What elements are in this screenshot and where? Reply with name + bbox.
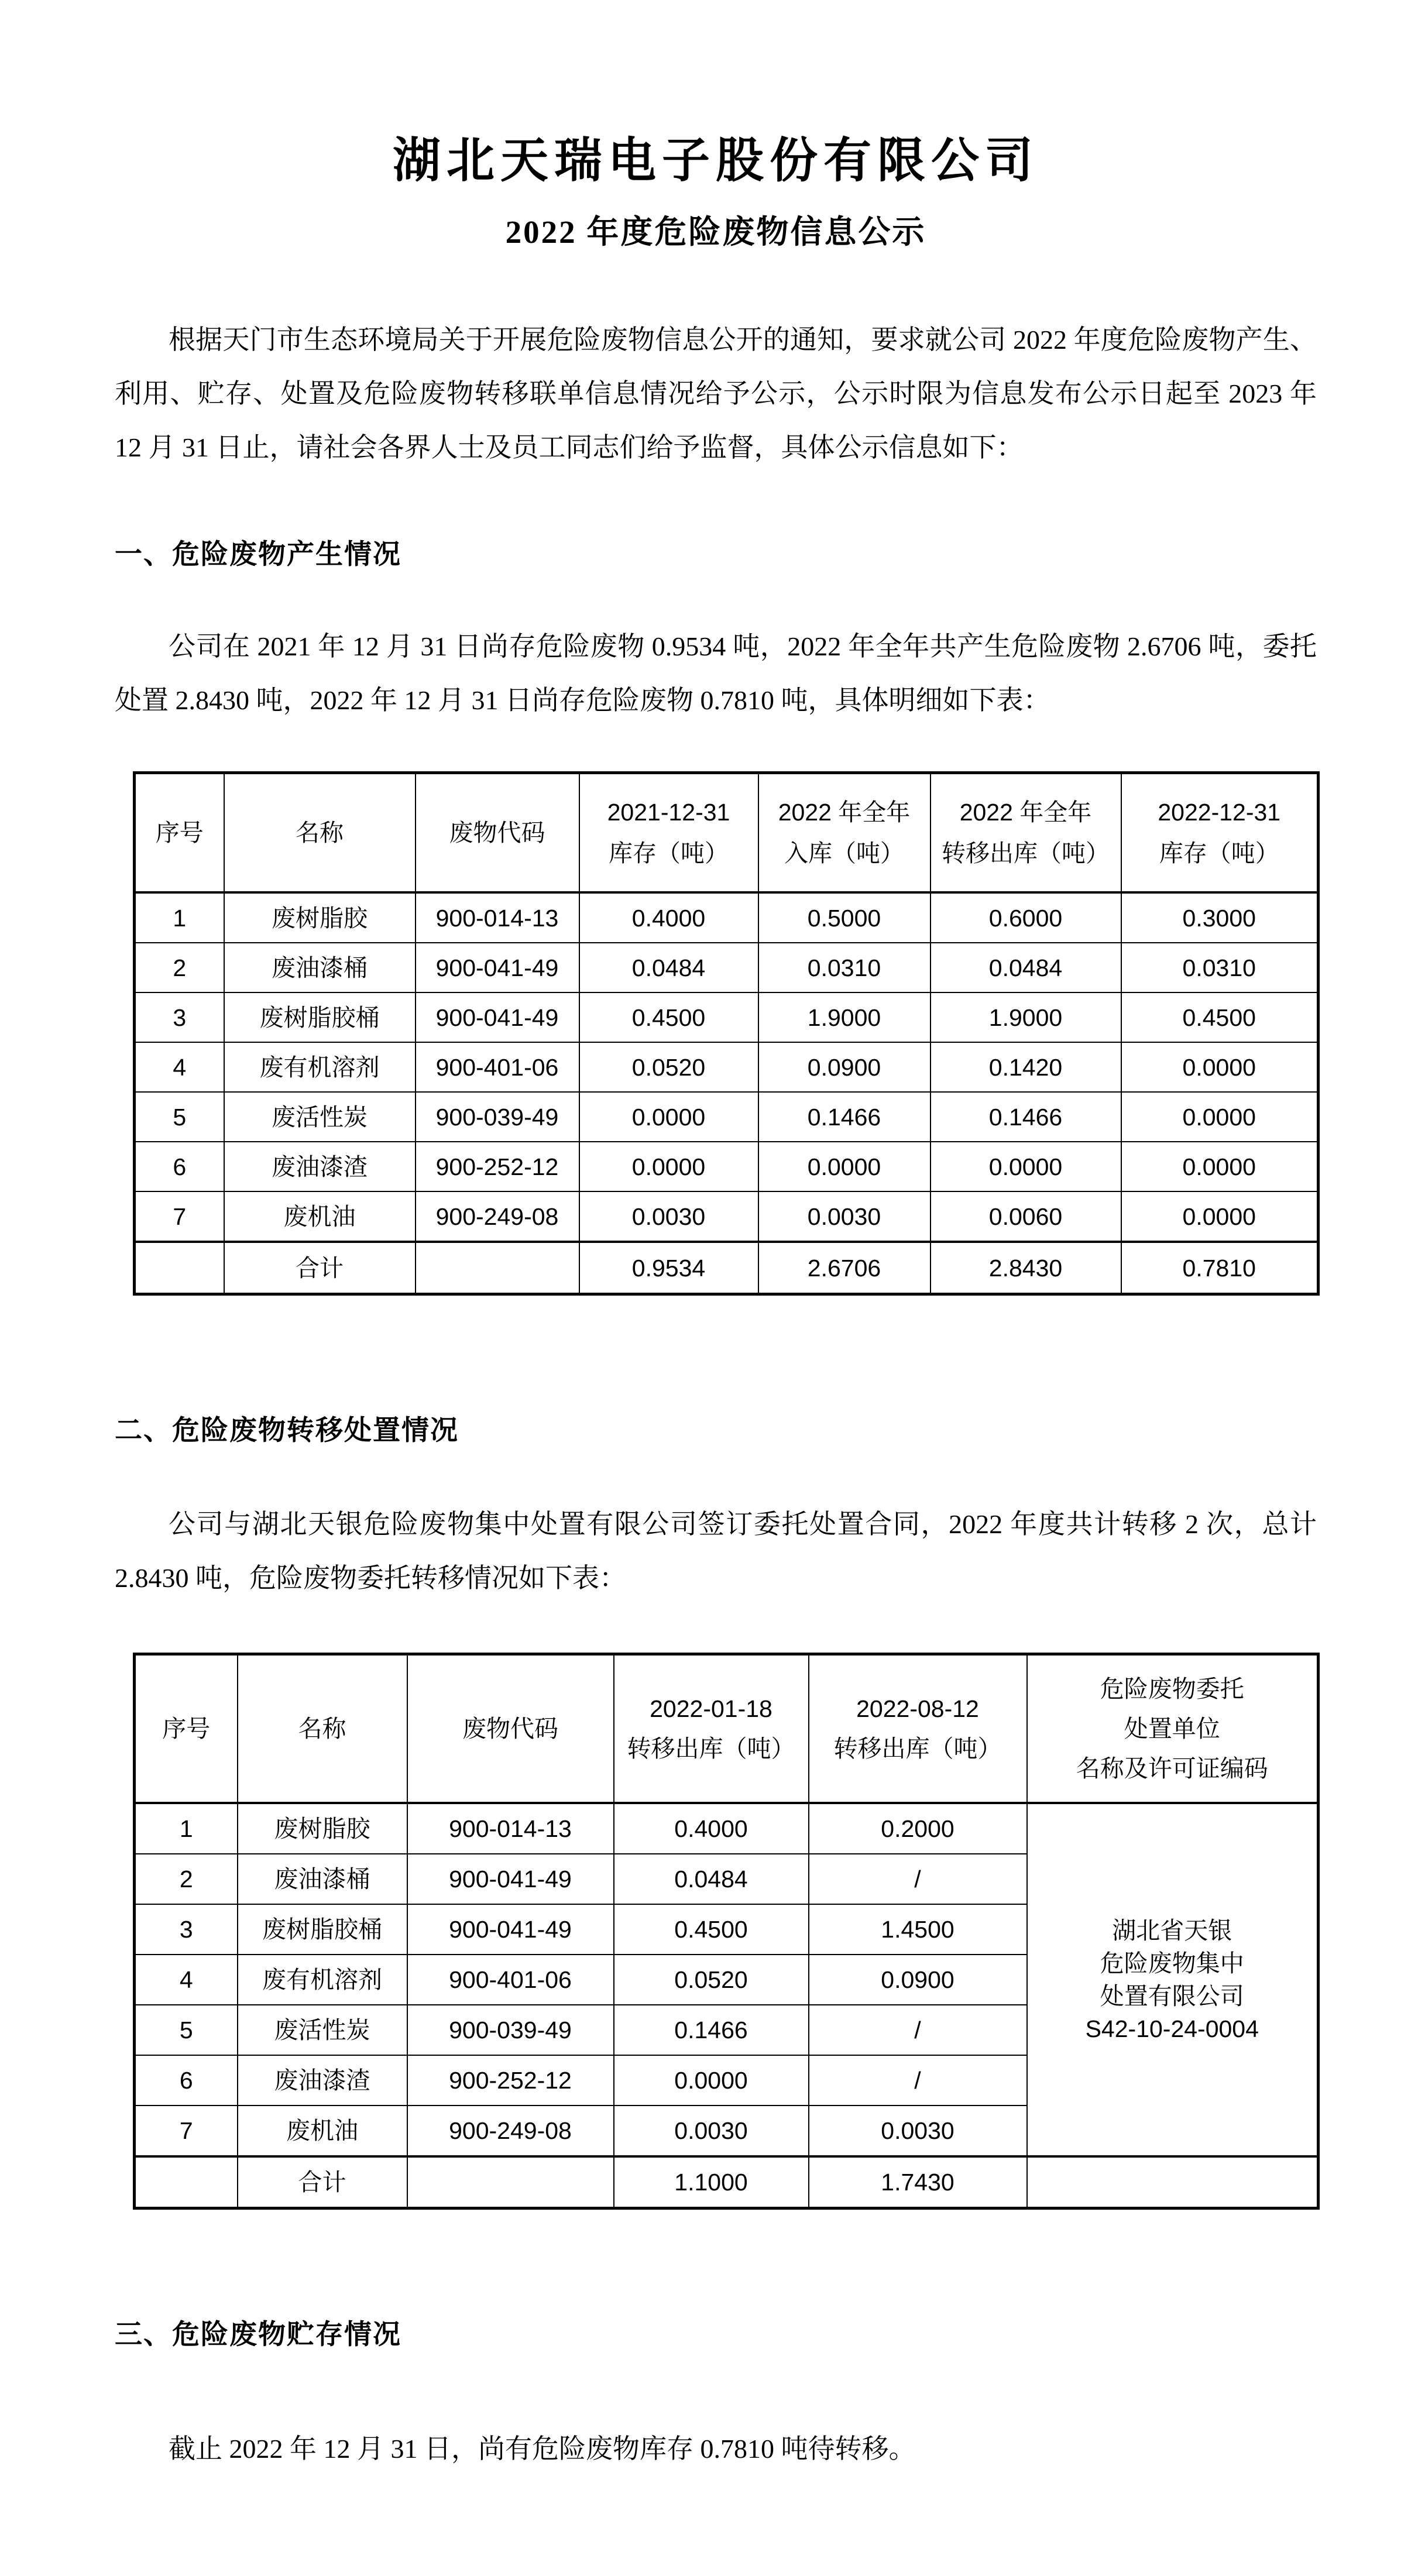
cell-total-label: 合计 <box>224 1242 416 1294</box>
cell-total-label: 合计 <box>238 2156 407 2209</box>
cell-index: 4 <box>135 1042 224 1092</box>
column-header: 名称 <box>238 1654 407 1804</box>
column-header <box>1027 1654 1319 1804</box>
cell-value: 0.0484 <box>614 1854 809 1904</box>
cell-code: 900-041-49 <box>407 1854 614 1904</box>
column-header-line: 转移出库（吨） <box>627 1735 795 1762</box>
column-header-line: 转移出库（吨） <box>833 1735 1002 1762</box>
transfer-table-wrapper <box>133 1653 1317 2210</box>
column-header-line: 库存（吨） <box>609 840 729 867</box>
cell-code: 900-014-13 <box>407 1803 614 1854</box>
cell-name: 废活性炭 <box>238 2005 407 2055</box>
cell-value: 0.0000 <box>758 1142 931 1191</box>
cell-name: 废油漆桶 <box>224 943 416 992</box>
cell-empty <box>135 2156 238 2209</box>
column-header <box>579 773 758 893</box>
cell-code: 900-014-13 <box>416 892 579 943</box>
column-header: 废物代码 <box>407 1654 614 1804</box>
cell-name: 废活性炭 <box>224 1092 416 1142</box>
cell-value: 0.0310 <box>758 943 931 992</box>
section3-heading: 三、危险废物贮存情况 <box>115 2319 401 2350</box>
cell-value: 0.0030 <box>579 1191 758 1242</box>
cell-code: 900-252-12 <box>407 2055 614 2106</box>
column-header <box>758 773 931 893</box>
cell-value: 0.7810 <box>1121 1242 1319 1294</box>
table-row <box>135 1191 1319 1242</box>
cell-index: 2 <box>135 1854 238 1904</box>
table-row <box>135 1142 1319 1191</box>
section1-heading: 一、危险废物产生情况 <box>115 538 401 569</box>
cell-index: 7 <box>135 2106 238 2156</box>
cell-value: 0.0000 <box>1121 1191 1319 1242</box>
cell-name: 废油漆渣 <box>224 1142 416 1191</box>
disposal-unit-license: S42-10-24-0004 <box>1085 2015 1259 2042</box>
column-header-line: 库存（吨） <box>1159 840 1279 867</box>
cell-index: 2 <box>135 943 224 992</box>
cell-name: 废机油 <box>238 2106 407 2156</box>
disposal-unit-line: 湖北省天银 <box>1112 1917 1232 1944</box>
transfer-table <box>133 1653 1320 2210</box>
column-header-line: 2022-01-18 <box>650 1695 772 1722</box>
cell-code: 900-039-49 <box>407 2005 614 2055</box>
cell-value: 0.0484 <box>931 943 1121 992</box>
column-header-line: 转移出库（吨） <box>942 840 1110 867</box>
table-row <box>135 1803 1319 1854</box>
column-header-line: 2022-08-12 <box>856 1695 979 1722</box>
cell-empty <box>1027 2156 1319 2209</box>
section2-heading: 二、危险废物转移处置情况 <box>115 1414 459 1445</box>
table-total-row <box>135 1242 1319 1294</box>
cell-value: 0.0900 <box>758 1042 931 1092</box>
cell-name: 废机油 <box>224 1191 416 1242</box>
cell-name: 废树脂胶桶 <box>224 992 416 1042</box>
table-header-row <box>135 1654 1319 1804</box>
cell-code: 900-041-49 <box>407 1904 614 1955</box>
cell-value: / <box>809 2005 1027 2055</box>
column-header <box>809 1654 1027 1804</box>
table-row <box>135 892 1319 943</box>
cell-index: 6 <box>135 2055 238 2106</box>
column-header: 序号 <box>135 1654 238 1804</box>
disposal-unit-line: 危险废物集中 <box>1100 1950 1244 1977</box>
cell-value: 0.0030 <box>809 2106 1027 2156</box>
cell-value: 1.4500 <box>809 1904 1027 1955</box>
column-header-line: 危险废物委托 <box>1100 1675 1244 1702</box>
company-title: 湖北天瑞电子股份有限公司 <box>392 134 1039 187</box>
cell-value: 0.0310 <box>1121 943 1319 992</box>
cell-index: 7 <box>135 1191 224 1242</box>
cell-value: 2.6706 <box>758 1242 931 1294</box>
cell-value: 0.4500 <box>579 992 758 1042</box>
production-table-wrapper <box>133 771 1317 1296</box>
cell-index: 6 <box>135 1142 224 1191</box>
column-header-line: 入库（吨） <box>784 840 904 867</box>
column-header <box>931 773 1121 893</box>
cell-value: 0.6000 <box>931 892 1121 943</box>
cell-value: 0.0000 <box>1121 1092 1319 1142</box>
cell-value: 0.9534 <box>579 1242 758 1294</box>
cell-empty <box>407 2156 614 2209</box>
cell-value: 0.1466 <box>931 1092 1121 1142</box>
column-header-line: 2022-12-31 <box>1158 799 1281 826</box>
cell-value: 0.0000 <box>579 1092 758 1142</box>
cell-code: 900-039-49 <box>416 1092 579 1142</box>
cell-value: 0.0030 <box>614 2106 809 2156</box>
cell-value: 0.4000 <box>614 1803 809 1854</box>
cell-value: 0.1420 <box>931 1042 1121 1092</box>
section1-paragraph: 公司在 2021 年 12 月 31 日尚存危险废物 0.9534 吨，2022 年全年共产生危险废物 2.6706 吨，委托处置 2.8430 吨，2022 年 12 月 31 日尚存危险废物 0.7810 吨，具体明细如下表： <box>115 631 1317 715</box>
table-row <box>135 943 1319 992</box>
cell-code: 900-249-08 <box>416 1191 579 1242</box>
column-header-line: 处置单位 <box>1124 1715 1220 1742</box>
cell-value: 0.0000 <box>614 2055 809 2106</box>
cell-name: 废树脂胶 <box>238 1803 407 1854</box>
disposal-unit-cell <box>1027 1803 1319 2156</box>
disposal-unit-line: 处置有限公司 <box>1100 1983 1244 2010</box>
cell-value: 2.8430 <box>931 1242 1121 1294</box>
cell-value: 0.0030 <box>758 1191 931 1242</box>
cell-value: 1.1000 <box>614 2156 809 2209</box>
cell-index: 5 <box>135 2005 238 2055</box>
cell-empty <box>135 1242 224 1294</box>
cell-value: 0.0000 <box>931 1142 1121 1191</box>
cell-value: 0.0900 <box>809 1955 1027 2005</box>
cell-value: 0.2000 <box>809 1803 1027 1854</box>
column-header-line: 2022 年全年 <box>959 799 1092 826</box>
cell-value: 1.9000 <box>758 992 931 1042</box>
cell-value: / <box>809 2055 1027 2106</box>
cell-value: 1.9000 <box>931 992 1121 1042</box>
cell-index: 3 <box>135 992 224 1042</box>
cell-value: 0.0000 <box>579 1142 758 1191</box>
cell-value: 0.0000 <box>1121 1142 1319 1191</box>
column-header <box>614 1654 809 1804</box>
intro-paragraph: 根据天门市生态环境局关于开展危险废物信息公开的通知，要求就公司 2022 年度危险废物产生、利用、贮存、处置及危险废物转移联单信息情况给予公示，公示时限为信息发布公示日起至 2023 年 12 月 31 日止，请社会各界人士及员工同志们给予监督，具体公示信息如下： <box>115 325 1317 462</box>
cell-empty <box>416 1242 579 1294</box>
cell-index: 3 <box>135 1904 238 1955</box>
column-header: 废物代码 <box>416 773 579 893</box>
cell-code: 900-249-08 <box>407 2106 614 2156</box>
cell-value: 0.0060 <box>931 1191 1121 1242</box>
cell-value: 0.0520 <box>614 1955 809 2005</box>
cell-value: 0.4000 <box>579 892 758 943</box>
table-total-row <box>135 2156 1319 2209</box>
table-header-row <box>135 773 1319 893</box>
cell-name: 废有机溶剂 <box>238 1955 407 2005</box>
cell-value: 0.5000 <box>758 892 931 943</box>
cell-value: / <box>809 1854 1027 1904</box>
production-table <box>133 771 1320 1296</box>
cell-code: 900-401-06 <box>416 1042 579 1092</box>
table-row <box>135 1092 1319 1142</box>
table-row <box>135 1042 1319 1092</box>
column-header <box>1121 773 1319 893</box>
cell-index: 4 <box>135 1955 238 2005</box>
cell-index: 5 <box>135 1092 224 1142</box>
cell-value: 0.1466 <box>614 2005 809 2055</box>
section2-paragraph: 公司与湖北天银危险废物集中处置有限公司签订委托处置合同，2022 年度共计转移 2 次，总计 2.8430 吨，危险废物委托转移情况如下表： <box>115 1509 1317 1593</box>
cell-code: 900-041-49 <box>416 943 579 992</box>
cell-code: 900-041-49 <box>416 992 579 1042</box>
cell-value: 0.3000 <box>1121 892 1319 943</box>
cell-value: 0.1466 <box>758 1092 931 1142</box>
column-header-line: 2021-12-31 <box>607 799 730 826</box>
cell-value: 0.4500 <box>1121 992 1319 1042</box>
cell-name: 废有机溶剂 <box>224 1042 416 1092</box>
cell-value: 0.4500 <box>614 1904 809 1955</box>
cell-index: 1 <box>135 892 224 943</box>
cell-value: 0.0484 <box>579 943 758 992</box>
cell-name: 废树脂胶 <box>224 892 416 943</box>
cell-code: 900-252-12 <box>416 1142 579 1191</box>
cell-name: 废树脂胶桶 <box>238 1904 407 1955</box>
cell-code: 900-401-06 <box>407 1955 614 2005</box>
cell-name: 废油漆渣 <box>238 2055 407 2106</box>
section3-paragraph: 截止 2022 年 12 月 31 日，尚有危险废物库存 0.7810 吨待转移。 <box>169 2434 916 2464</box>
cell-index: 1 <box>135 1803 238 1854</box>
column-header-line: 2022 年全年 <box>778 799 911 826</box>
column-header-line: 名称及许可证编码 <box>1076 1755 1268 1782</box>
document-subtitle: 2022 年度危险废物信息公示 <box>505 214 926 250</box>
column-header: 序号 <box>135 773 224 893</box>
cell-value: 0.0000 <box>1121 1042 1319 1092</box>
cell-value: 0.0520 <box>579 1042 758 1092</box>
cell-name: 废油漆桶 <box>238 1854 407 1904</box>
column-header: 名称 <box>224 773 416 893</box>
table-row <box>135 992 1319 1042</box>
cell-value: 1.7430 <box>809 2156 1027 2209</box>
